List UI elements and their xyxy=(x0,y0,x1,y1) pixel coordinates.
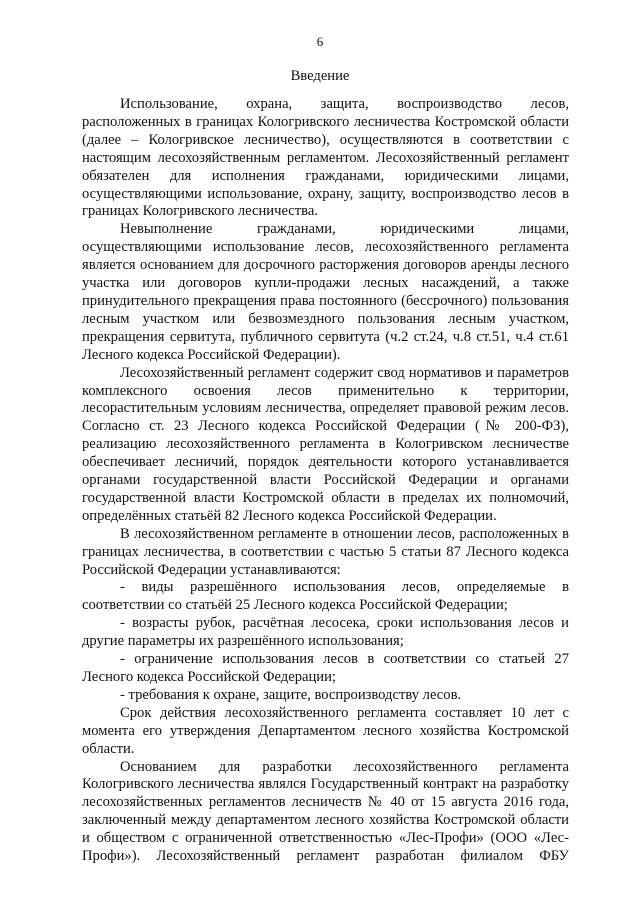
list-item: - виды разрешённого использования лесов, определяемые в соответствии со статьёй 25 Лесного кодекса Российской Федерации; xyxy=(82,579,569,614)
body-text xyxy=(82,96,569,866)
paragraph: Невыполнение гражданами, юридическими лицами, осуществляющими использование лесов, лесохозяйственного регламента является основанием для досрочного расторжения договоров аренды лесного участка или договоров купли-продажи лесных насаждений, а также принудительного прекращения права постоянного (бессрочного) пользования лесным участком или безвозмездного пользования лесным участком, прекращения сервитута, публичного сервитута (ч.2 ст.24, ч.8 ст.51, ч.4 ст.61 Лесного кодекса Российской Федерации). xyxy=(82,221,569,363)
paragraph: Основанием для разработки лесохозяйственного регламента Кологривского лесничества являлся Государственный контракт на разработку лесохозяйственных регламентов лесничеств № 40 от 15 августа 2016 года, заключенный между департаментом лесного хозяйства Костромской области и обществом с ограниченной ответственностью «Лес-Профи» (ООО «Лес-Профи»). Лесохозяйственный регламент разработан филиалом ФБУ xyxy=(82,758,569,865)
paragraph: Использование, охрана, защита, воспроизводство лесов, расположенных в границах Кологривского лесничества Костромской области (далее – Кологривское лесничество), осуществляются в соответствии с настоящим лесохозяйственным регламентом. Лесохозяйственный регламент обязателен для исполнения гражданами, юридическими лицами, осуществляющими использование, охрану, защиту, воспроизводство лесов в границах Кологривского лесничества. xyxy=(82,96,569,220)
paragraph: Лесохозяйственный регламент содержит свод нормативов и параметров комплексного освоения лесов применительно к территории, лесорастительным условиям лесничества, определяет правовой режим лесов. Согласно ст. 23 Лесного кодекса Российской Федерации (№ 200-ФЗ), реализацию лесохозяйственного регламента в Кологривском лесничестве обеспечивает лесничий, порядок деятельности которого устанавливается органами государственной власти Российской Федерации и органами государственной власти Костромской области в пределах их полномочий, определённых статьёй 82 Лесного кодекса Российской Федерации. xyxy=(82,364,569,524)
paragraph: В лесохозяйственном регламенте в отношении лесов, расположенных в границах лесничества, в соответствии с частью 5 статьи 87 Лесного кодекса Российской Федерации устанавливаются: xyxy=(82,525,569,578)
list-item: - ограничение использования лесов в соответствии со статьей 27 Лесного кодекса Российской Федерации; xyxy=(82,651,569,685)
paragraph: Срок действия лесохозяйственного регламента составляет 10 лет с момента его утверждения Департаментом лесного хозяйства Костромской области. xyxy=(82,704,569,757)
list-item: - возрасты рубок, расчётная лесосека, сроки использования лесов и другие параметры их разрешённого использования; xyxy=(82,615,569,650)
list-item: - требования к охране, защите, воспроизводству лесов. xyxy=(120,686,462,703)
section-heading: Введение xyxy=(290,68,350,84)
page-number: 6 xyxy=(316,34,324,49)
